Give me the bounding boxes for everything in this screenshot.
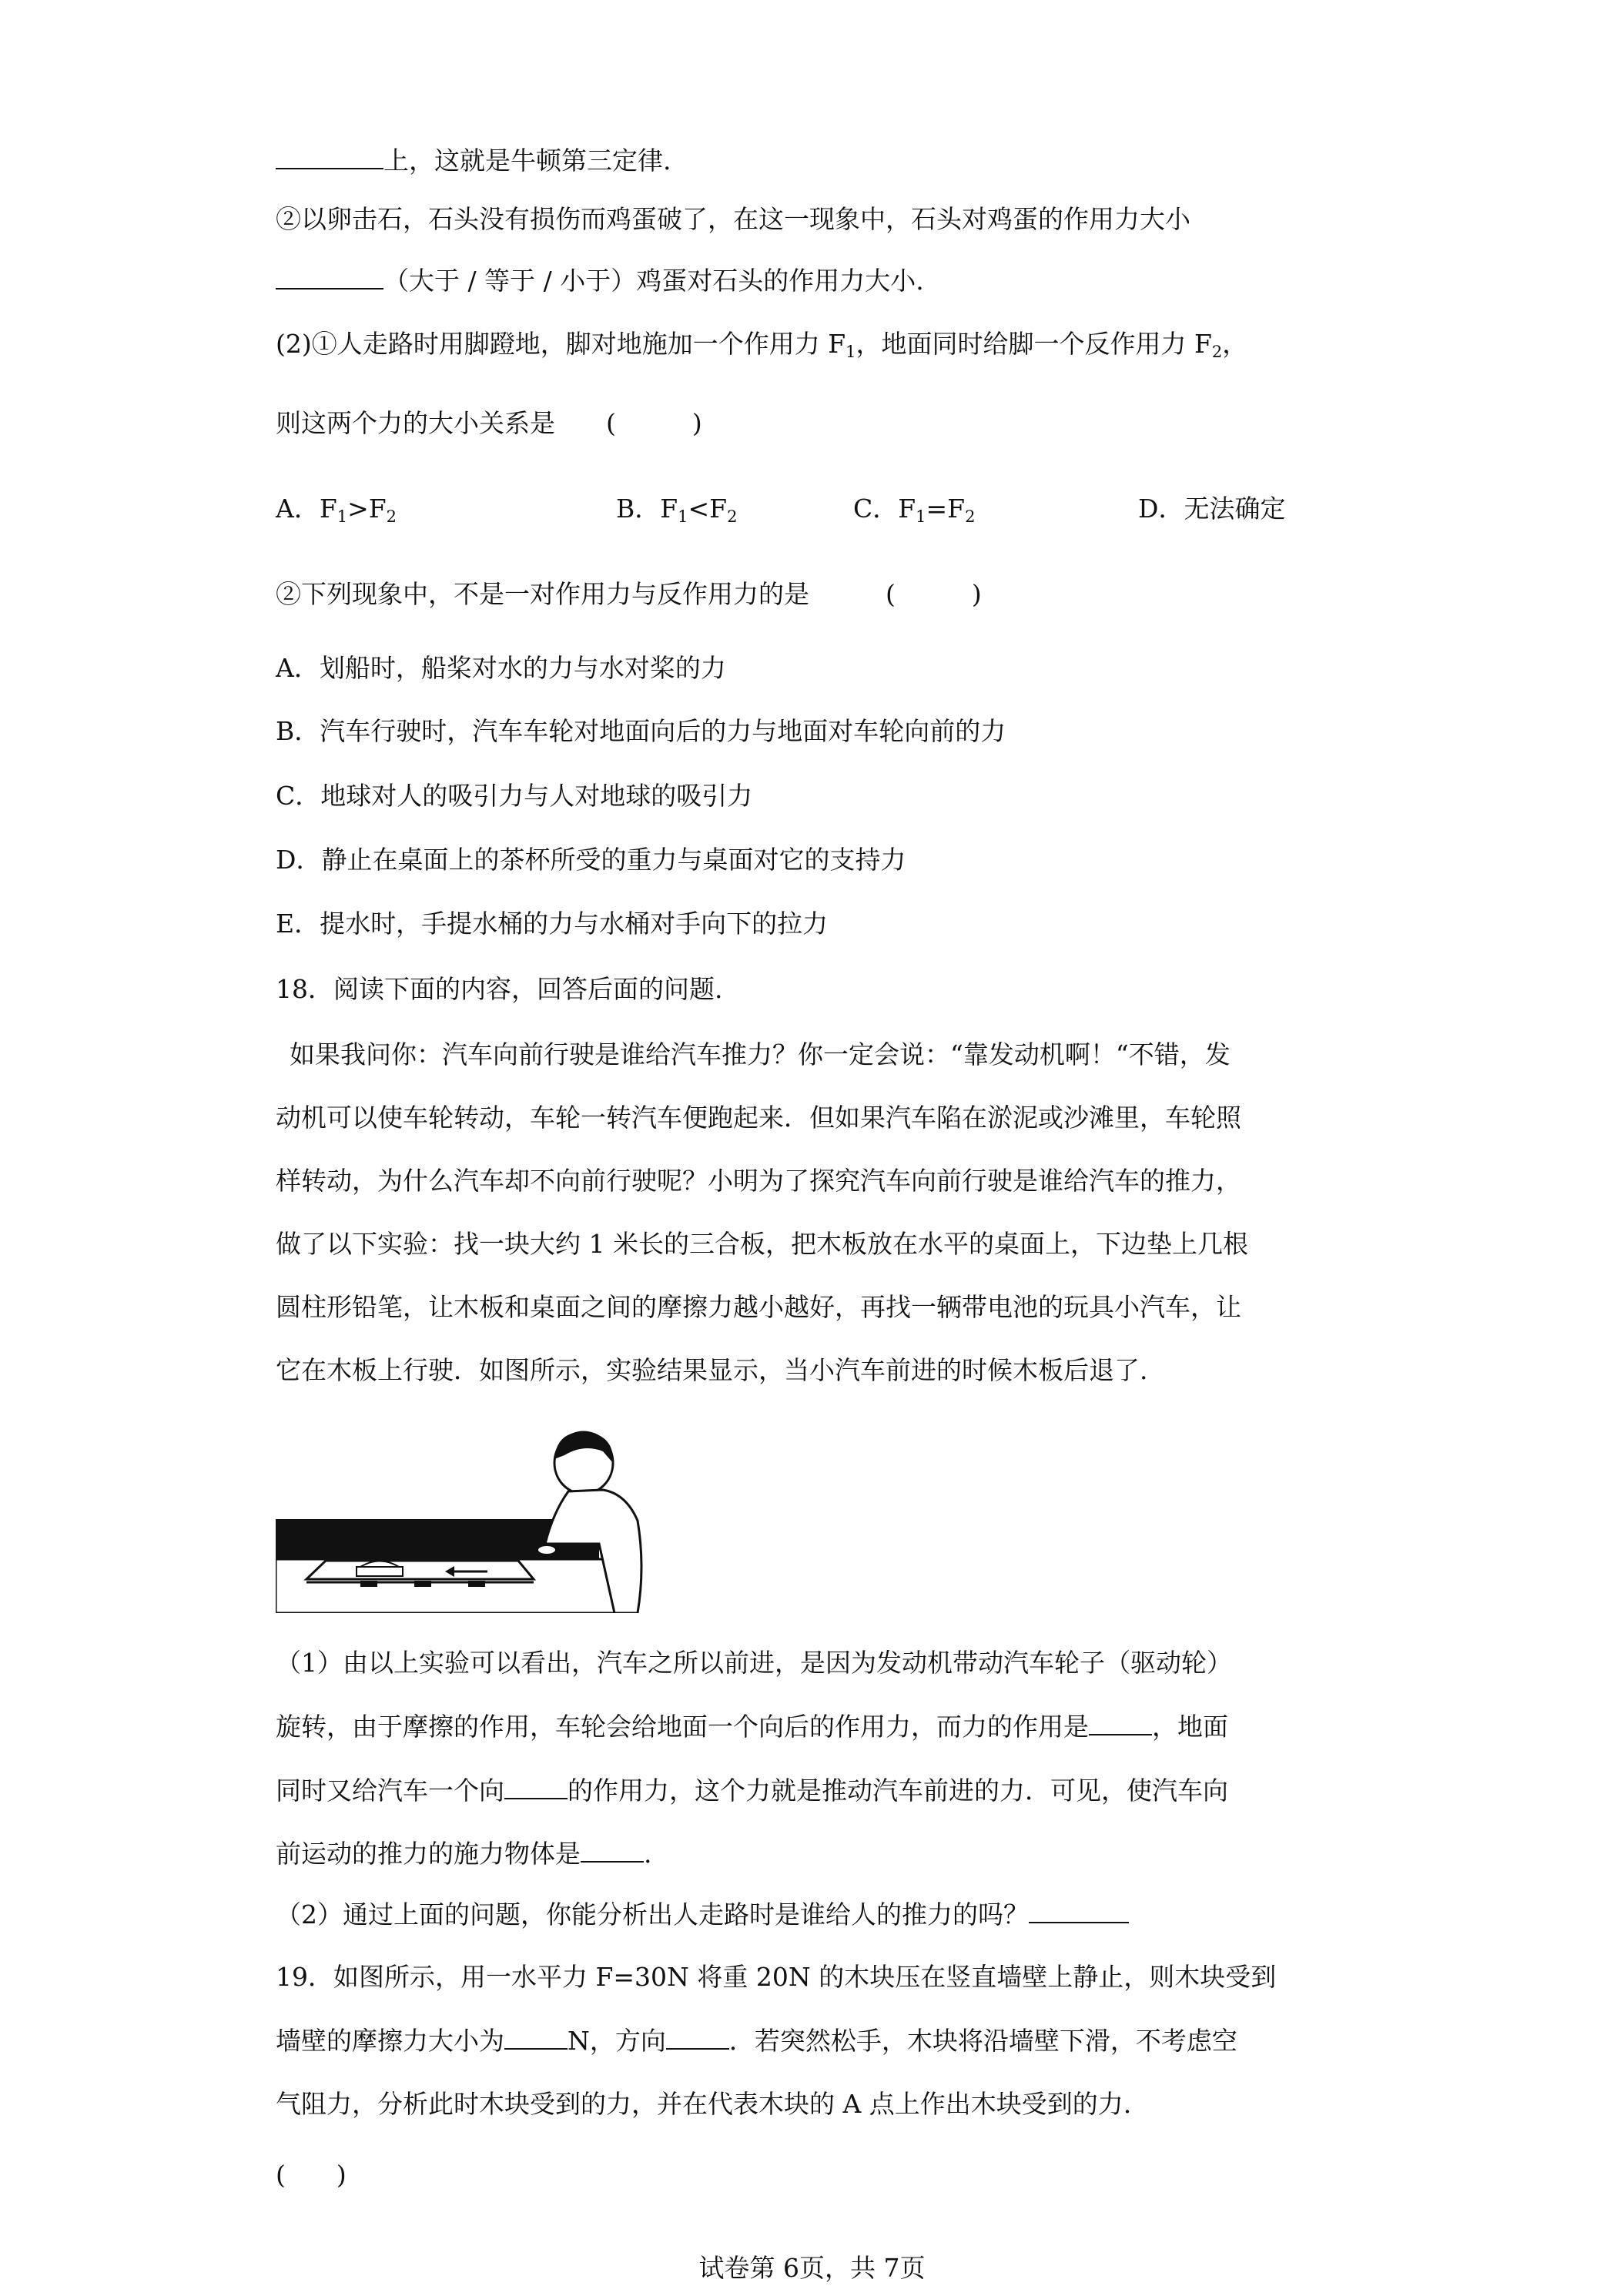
q17-line-2: ②以卵击石，石头没有损伤而鸡蛋破了，在这一现象中，石头对鸡蛋的作用力大小	[276, 204, 1190, 234]
option-a[interactable]: A．划船时，船桨对水的力与水对桨的力	[276, 653, 726, 683]
q19-line-1: 19．如图所示，用一水平力 F=30N 将重 20N 的木块压在竖直墙壁上静止，则木块受到	[276, 1962, 1277, 1992]
q19-line-3: 气阻力，分析此时木块受到的力，并在代表木块的 A 点上作出木块受到的力.	[276, 2089, 1132, 2119]
answer-blank[interactable]	[1029, 1899, 1129, 1923]
answer-blank[interactable]	[581, 1838, 644, 1863]
q17-sub2-stem: ②下列现象中，不是一对作用力与反作用力的是 ( )	[276, 579, 982, 609]
option-c[interactable]: C．$F_1=F_2$	[853, 494, 976, 526]
q17-part2-line-1: (2)①人走路时用脚蹬地，脚对地施加一个作用力 $F_1$，地面同时给脚一个反作用力 $F_2$，	[276, 329, 1248, 361]
option-c[interactable]: C．地球对人的吸引力与人对地球的吸引力	[276, 781, 753, 811]
experiment-figure	[276, 1428, 653, 1613]
q18-para-line: 圆柱形铅笔，让木板和桌面之间的摩擦力越小越好，再找一辆带电池的玩具小汽车，让	[276, 1292, 1241, 1322]
option-b[interactable]: B．$F_1<F_2$	[616, 494, 738, 526]
q19-line-2: 墙壁的摩擦力大小为 N，方向 ．若突然松手，木块将沿墙壁下滑，不考虑空	[276, 2026, 1237, 2056]
q17-part2-line-2: 则这两个力的大小关系是 ( )	[276, 408, 702, 438]
page-footer: 试卷第 6页，共 7页	[698, 2253, 926, 2283]
answer-blank[interactable]	[666, 2025, 729, 2050]
q19-answer-bracket[interactable]: ( )	[276, 2160, 347, 2190]
q18-para-line: 动机可以使车轮转动，车轮一转汽车便跑起来．但如果汽车陷在淤泥或沙滩里，车轮照	[276, 1103, 1241, 1133]
q17-line-3: （大于 / 等于 / 小于）鸡蛋对石头的作用力大小.	[276, 265, 924, 296]
q18-para-line: 样转动，为什么汽车却不向前行驶呢？小明为了探究汽车向前行驶是谁给汽车的推力，	[276, 1166, 1241, 1196]
q17-line-1: 上，这就是牛顿第三定律.	[276, 145, 671, 176]
q18-title: 18．阅读下面的内容，回答后面的问题.	[276, 974, 723, 1004]
option-b[interactable]: B．汽车行驶时，汽车车轮对地面向后的力与地面对车轮向前的力	[276, 716, 1006, 746]
q18-para-line: 它在木板上行驶．如图所示，实验结果显示，当小汽车前进的时候木板后退了.	[276, 1355, 1148, 1385]
option-d[interactable]: D．无法确定	[1138, 494, 1286, 524]
answer-blank[interactable]	[504, 1775, 568, 1799]
q18-answer1-line-1: （1）由以上实验可以看出，汽车之所以前进，是因为发动机带动汽车轮子（驱动轮）	[276, 1648, 1232, 1678]
answer-blank[interactable]	[504, 2025, 568, 2050]
option-a[interactable]: A．$F_1>F_2$	[276, 494, 397, 526]
q18-para-line: 做了以下实验：找一块大约 1 米长的三合板，把木板放在水平的桌面上，下边垫上几根	[276, 1229, 1248, 1259]
answer-blank[interactable]	[276, 265, 383, 290]
option-e[interactable]: E．提水时，手提水桶的力与水桶对手向下的拉力	[276, 909, 829, 939]
answer-blank[interactable]	[276, 145, 383, 169]
q18-answer1-line-2: 旋转，由于摩擦的作用，车轮会给地面一个向后的作用力，而力的作用是 ，地面	[276, 1712, 1228, 1742]
answer-blank[interactable]	[1089, 1711, 1152, 1735]
q18-answer2: （2）通过上面的问题，你能分析出人走路时是谁给人的推力的吗？	[276, 1899, 1129, 1930]
option-d[interactable]: D．静止在桌面上的茶杯所受的重力与桌面对它的支持力	[276, 845, 906, 875]
q18-answer1-line-3: 同时又给汽车一个向 的作用力，这个力就是推动汽车前进的力．可见，使汽车向	[276, 1776, 1228, 1806]
q18-answer1-line-4: 前运动的推力的施力物体是 .	[276, 1839, 652, 1869]
q18-para-line: 如果我问你：汽车向前行驶是谁给汽车推力？你一定会说：“靠发动机啊！“不错，发	[290, 1039, 1231, 1069]
